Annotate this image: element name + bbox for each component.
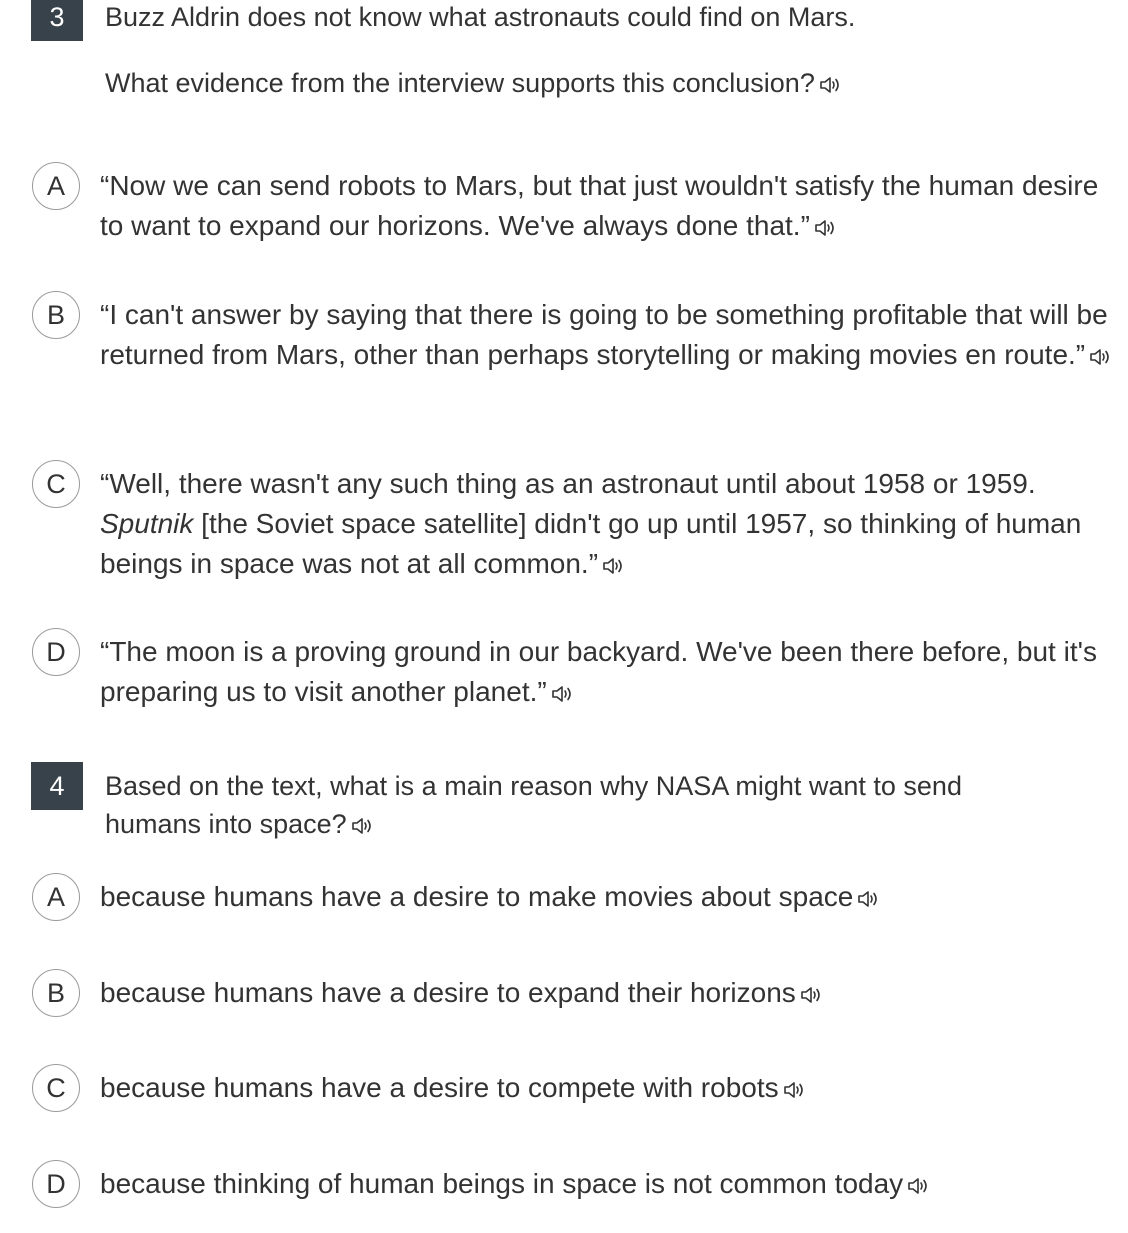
choice-letter-bubble[interactable]: C [32,1064,80,1112]
choice-text-content: “Now we can send robots to Mars, but that just wouldn't satisfy the human desire to want to expand our horizons. We've always done that.” [100,170,1099,241]
choice-letter-bubble[interactable]: C [32,460,80,508]
speaker-icon[interactable] [783,1081,807,1099]
speaker-icon[interactable] [602,557,626,575]
choice-text [100,1164,1120,1204]
choice-text-after: [the Soviet space satellite] didn't go up until 1957, so thinking of human beings in space was not at all common.” [100,508,1082,579]
question-3-statement [105,0,1105,36]
speaker-icon[interactable] [800,986,824,1004]
speaker-icon[interactable] [819,76,843,94]
question-3-prompt [105,64,1105,102]
choice-text [100,1068,1120,1108]
speaker-icon[interactable] [857,890,881,908]
choice-text [100,632,1120,712]
choice-text-italic: Sputnik [100,508,194,539]
choice-letter-bubble[interactable]: A [32,162,80,210]
choice-text [100,877,1120,917]
choice-text-content: “I can't answer by saying that there is going to be something profitable that will be returned from Mars, other than perhaps storytelling or making movies en route.” [100,299,1108,370]
choice-text-content: “The moon is a proving ground in our backyard. We've been there before, but it's preparing us to visit another planet.” [100,636,1097,707]
speaker-icon[interactable] [1089,348,1113,366]
question-3-statement-text: Buzz Aldrin does not know what astronauts could find on Mars. [105,2,856,32]
choice-letter-bubble[interactable]: A [32,873,80,921]
choice-text-content: because humans have a desire to make movies about space [100,881,854,912]
choice-letter-bubble[interactable]: D [32,628,80,676]
choice-text-content: because thinking of human beings in space is not common today [100,1168,904,1199]
speaker-icon[interactable] [907,1177,931,1195]
choice-letter-bubble[interactable]: D [32,1160,80,1208]
question-3-prompt-text: What evidence from the interview supports this conclusion? [105,68,815,98]
choice-text-before: “Well, there wasn't any such thing as an astronaut until about 1958 or 1959. [100,468,1036,499]
speaker-icon[interactable] [551,685,575,703]
choice-text [100,464,1120,584]
choice-text-content: because humans have a desire to expand their horizons [100,977,796,1008]
choice-text-content: because humans have a desire to compete with robots [100,1072,779,1103]
speaker-icon[interactable] [351,817,375,835]
choice-text [100,973,1120,1013]
speaker-icon[interactable] [814,219,838,237]
question-4-prompt [105,767,1035,843]
question-number-3: 3 [31,0,83,41]
question-number-4: 4 [31,762,83,810]
choice-text [100,295,1120,375]
choice-letter-bubble[interactable]: B [32,969,80,1017]
question-4-prompt-text: Based on the text, what is a main reason why NASA might want to send humans into space? [105,771,962,839]
choice-letter-bubble[interactable]: B [32,291,80,339]
choice-text [100,166,1120,246]
